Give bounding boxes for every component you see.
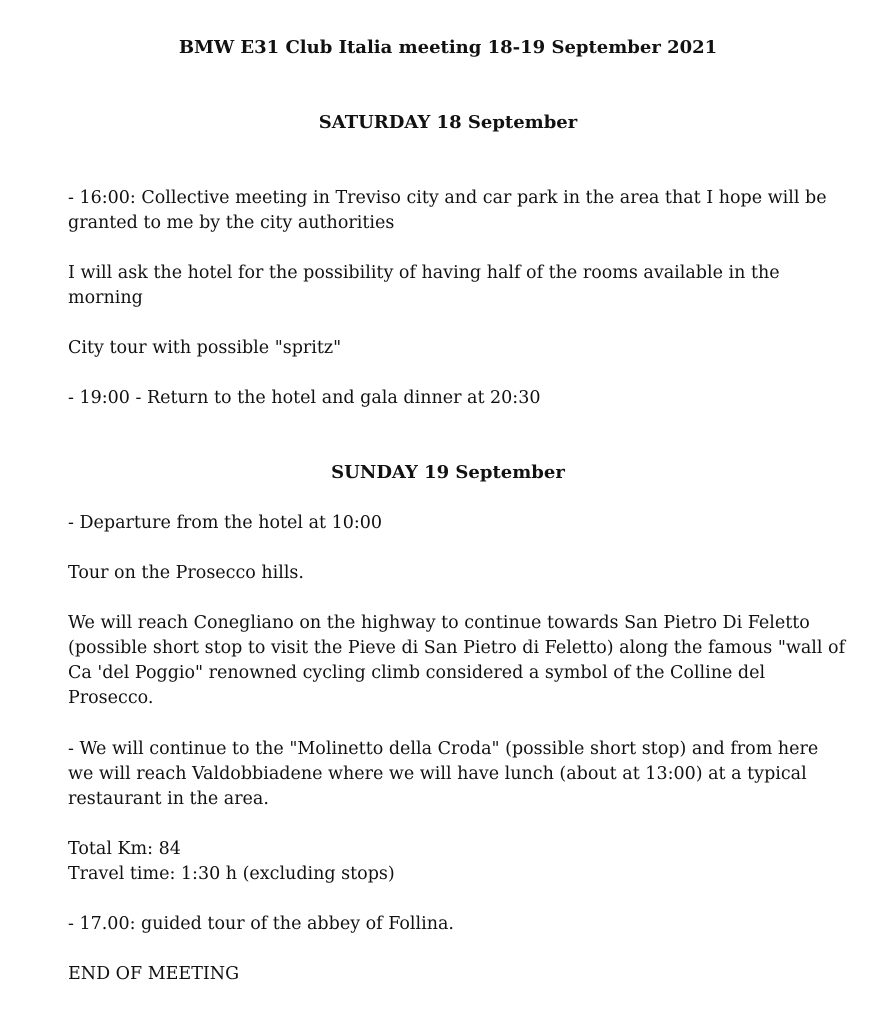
text-line: - We will continue to the "Molinetto della Croda" (possible short stop) and from here	[68, 739, 819, 759]
text-line: granted to me by the city authorities	[68, 213, 395, 233]
text-line: (possible short stop to visit the Pieve di San Pietro di Feletto) along the famous "wall of	[68, 638, 846, 658]
saturday-heading: SATURDAY 18 September	[318, 112, 578, 133]
total-km: Total Km: 84	[68, 839, 181, 859]
saturday-1900-paragraph	[68, 386, 868, 411]
text-line: - Departure from the hotel at 10:00	[68, 513, 383, 533]
sunday-heading: SUNDAY 19 September	[331, 462, 565, 483]
text-line: Prosecco.	[68, 688, 154, 708]
text-line: City tour with possible "spritz"	[68, 338, 342, 358]
end-of-meeting	[68, 962, 868, 987]
text-line: restaurant in the area.	[68, 789, 269, 809]
conegliano-paragraph	[68, 611, 868, 711]
text-line: morning	[68, 288, 143, 308]
document-title: BMW E31 Club Italia meeting 18-19 September 2021	[178, 37, 718, 58]
city-tour-paragraph	[68, 336, 868, 361]
text-line: - 16:00: Collective meeting in Treviso city and car park in the area that I hope will be	[68, 188, 827, 208]
text-line: END OF MEETING	[68, 964, 240, 984]
route-stats-paragraph	[68, 837, 868, 887]
abbey-tour-paragraph	[68, 912, 868, 937]
text-line: Tour on the Prosecco hills.	[68, 563, 304, 583]
text-line: I will ask the hotel for the possibility of having half of the rooms available in the	[68, 263, 780, 283]
text-line: we will reach Valdobbiadene where we will have lunch (about at 13:00) at a typical	[68, 764, 807, 784]
hotel-rooms-paragraph	[68, 261, 868, 311]
text-line: - 17.00: guided tour of the abbey of Follina.	[68, 914, 454, 934]
text-line: Ca 'del Poggio" renowned cycling climb considered a symbol of the Colline del	[68, 663, 766, 683]
text-line: - 19:00 - Return to the hotel and gala dinner at 20:30	[68, 388, 541, 408]
text-line: We will reach Conegliano on the highway to continue towards San Pietro Di Feletto	[68, 613, 810, 633]
travel-time: Travel time: 1:30 h (excluding stops)	[68, 864, 395, 884]
prosecco-tour-paragraph	[68, 561, 868, 586]
saturday-1600-paragraph	[68, 186, 868, 236]
departure-paragraph	[68, 511, 868, 536]
molinetto-paragraph	[68, 737, 868, 812]
